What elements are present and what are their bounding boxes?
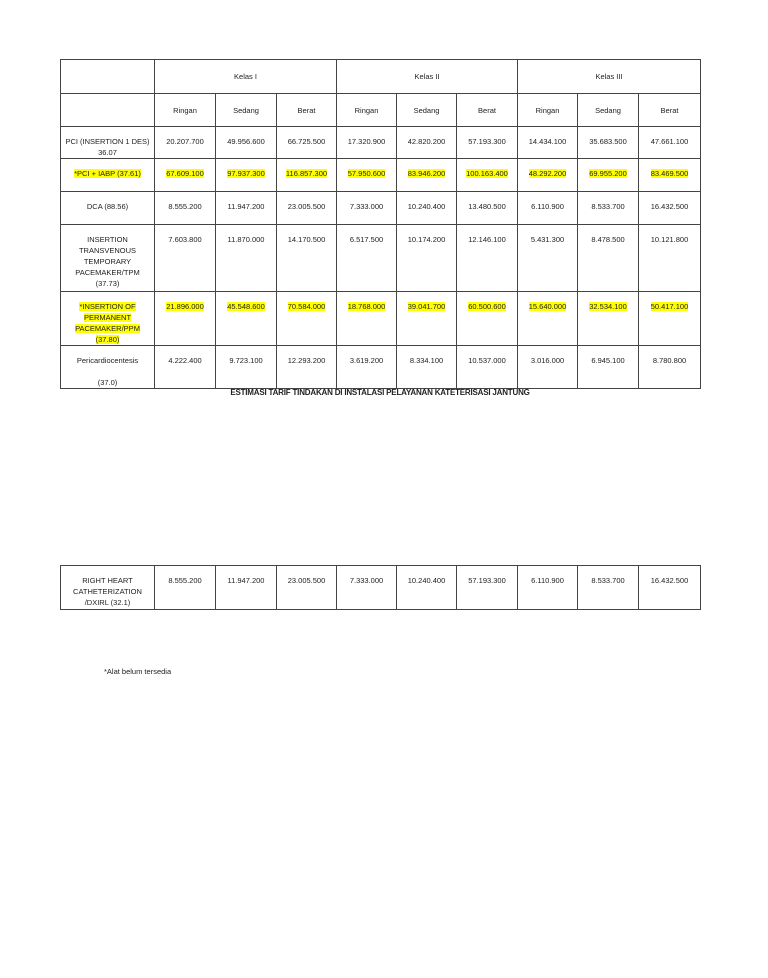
tariff-cell: 20.207.700 — [155, 127, 216, 159]
tariff-cell: 42.820.200 — [397, 127, 457, 159]
tariff-cell: 8.555.200 — [155, 192, 216, 225]
tariff-table — [60, 59, 701, 389]
tariff-cell: 8.334.100 — [397, 346, 457, 389]
table-row — [61, 346, 701, 389]
tariff-cell: 10.240.400 — [397, 566, 457, 610]
tariff-cell: 11.870.000 — [216, 225, 277, 292]
table-row — [61, 192, 701, 225]
tariff-cell: 18.768.000 — [337, 292, 397, 346]
tariff-cell: 5.431.300 — [518, 225, 578, 292]
procedure-label: PCI (INSERTION 1 DES) 36.07 — [61, 127, 155, 159]
tariff-cell: 17.320.900 — [337, 127, 397, 159]
procedure-label: DCA (88.56) — [61, 192, 155, 225]
tariff-cell: 10.537.000 — [457, 346, 518, 389]
tariff-cell: 6.945.100 — [578, 346, 639, 389]
table-row — [61, 292, 701, 346]
tariff-cell: 69.955.200 — [578, 159, 639, 192]
tariff-cell: 7.333.000 — [337, 566, 397, 610]
tariff-cell: 10.240.400 — [397, 192, 457, 225]
tariff-cell: 57.193.300 — [457, 566, 518, 610]
level-header: Berat — [277, 94, 337, 127]
tariff-cell: 83.469.500 — [639, 159, 701, 192]
tariff-cell: 8.780.800 — [639, 346, 701, 389]
tariff-cell: 100.163.400 — [457, 159, 518, 192]
tariff-cell: 8.555.200 — [155, 566, 216, 610]
procedure-label: *PCI + IABP (37.61) — [61, 159, 155, 192]
tariff-cell: 57.193.300 — [457, 127, 518, 159]
procedure-label: INSERTION TRANSVENOUS TEMPORARY PACEMAKER/TPM (37.73) — [61, 225, 155, 292]
tariff-cell: 70.584.000 — [277, 292, 337, 346]
tariff-cell: 23.005.500 — [277, 192, 337, 225]
table-row — [61, 225, 701, 292]
table-row — [61, 159, 701, 192]
class-header: Kelas II — [337, 60, 518, 94]
tariff-cell: 60.500.600 — [457, 292, 518, 346]
rhc-table — [60, 565, 701, 610]
tariff-cell: 13.480.500 — [457, 192, 518, 225]
tariff-cell: 14.170.500 — [277, 225, 337, 292]
table-row — [61, 127, 701, 159]
tariff-cell: 66.725.500 — [277, 127, 337, 159]
level-header: Sedang — [216, 94, 277, 127]
procedure-label: *INSERTION OF PERMANENT PACEMAKER/PPM (37.80) — [61, 292, 155, 346]
tariff-cell: 45.548.600 — [216, 292, 277, 346]
procedure-label: Pericardiocentesis (37.0) — [61, 346, 155, 389]
procedure-label: RIGHT HEART CATHETERIZATION /DXIRL (32.1) — [61, 566, 155, 610]
tariff-cell: 97.937.300 — [216, 159, 277, 192]
tariff-cell: 3.619.200 — [337, 346, 397, 389]
level-header: Berat — [639, 94, 701, 127]
footnote: *Alat belum tersedia — [104, 667, 172, 676]
tariff-cell: 47.661.100 — [639, 127, 701, 159]
tariff-cell: 11.947.200 — [216, 566, 277, 610]
corner-cell — [61, 94, 155, 127]
tariff-cell: 49.956.600 — [216, 127, 277, 159]
tariff-cell: 50.417.100 — [639, 292, 701, 346]
tariff-cell: 3.016.000 — [518, 346, 578, 389]
level-header: Ringan — [155, 94, 216, 127]
table-row — [61, 566, 701, 610]
level-header: Sedang — [578, 94, 639, 127]
tariff-cell: 7.603.800 — [155, 225, 216, 292]
tariff-cell: 6.110.900 — [518, 566, 578, 610]
class-header: Kelas I — [155, 60, 337, 94]
class-header: Kelas III — [518, 60, 701, 94]
level-header: Sedang — [397, 94, 457, 127]
tariff-cell: 8.478.500 — [578, 225, 639, 292]
tariff-cell: 9.723.100 — [216, 346, 277, 389]
tariff-cell: 39.041.700 — [397, 292, 457, 346]
tariff-cell: 4.222.400 — [155, 346, 216, 389]
tariff-cell: 67.609.100 — [155, 159, 216, 192]
tariff-cell: 35.683.500 — [578, 127, 639, 159]
tariff-cell: 15.640.000 — [518, 292, 578, 346]
tariff-cell: 10.121.800 — [639, 225, 701, 292]
tariff-cell: 16.432.500 — [639, 566, 701, 610]
table-title: ESTIMASI TARIF TINDAKAN DI INSTALASI PELAYANAN KATETERISASI JANTUNG — [230, 388, 530, 397]
tariff-cell: 21.896.000 — [155, 292, 216, 346]
level-header-row — [61, 94, 701, 127]
tariff-cell: 6.517.500 — [337, 225, 397, 292]
corner-cell — [61, 60, 155, 94]
tariff-cell: 8.533.700 — [578, 566, 639, 610]
class-header-row — [61, 60, 701, 94]
tariff-cell: 23.005.500 — [277, 566, 337, 610]
tariff-cell: 8.533.700 — [578, 192, 639, 225]
tariff-cell: 16.432.500 — [639, 192, 701, 225]
tariff-cell: 116.857.300 — [277, 159, 337, 192]
level-header: Ringan — [337, 94, 397, 127]
tariff-cell: 48.292.200 — [518, 159, 578, 192]
tariff-cell: 32.534.100 — [578, 292, 639, 346]
tariff-cell: 11.947.200 — [216, 192, 277, 225]
tariff-cell: 14.434.100 — [518, 127, 578, 159]
level-header: Ringan — [518, 94, 578, 127]
tariff-cell: 7.333.000 — [337, 192, 397, 225]
tariff-cell: 6.110.900 — [518, 192, 578, 225]
level-header: Berat — [457, 94, 518, 127]
tariff-cell: 12.146.100 — [457, 225, 518, 292]
tariff-cell: 83.946.200 — [397, 159, 457, 192]
tariff-cell: 10.174.200 — [397, 225, 457, 292]
tariff-cell: 12.293.200 — [277, 346, 337, 389]
tariff-cell: 57.950.600 — [337, 159, 397, 192]
